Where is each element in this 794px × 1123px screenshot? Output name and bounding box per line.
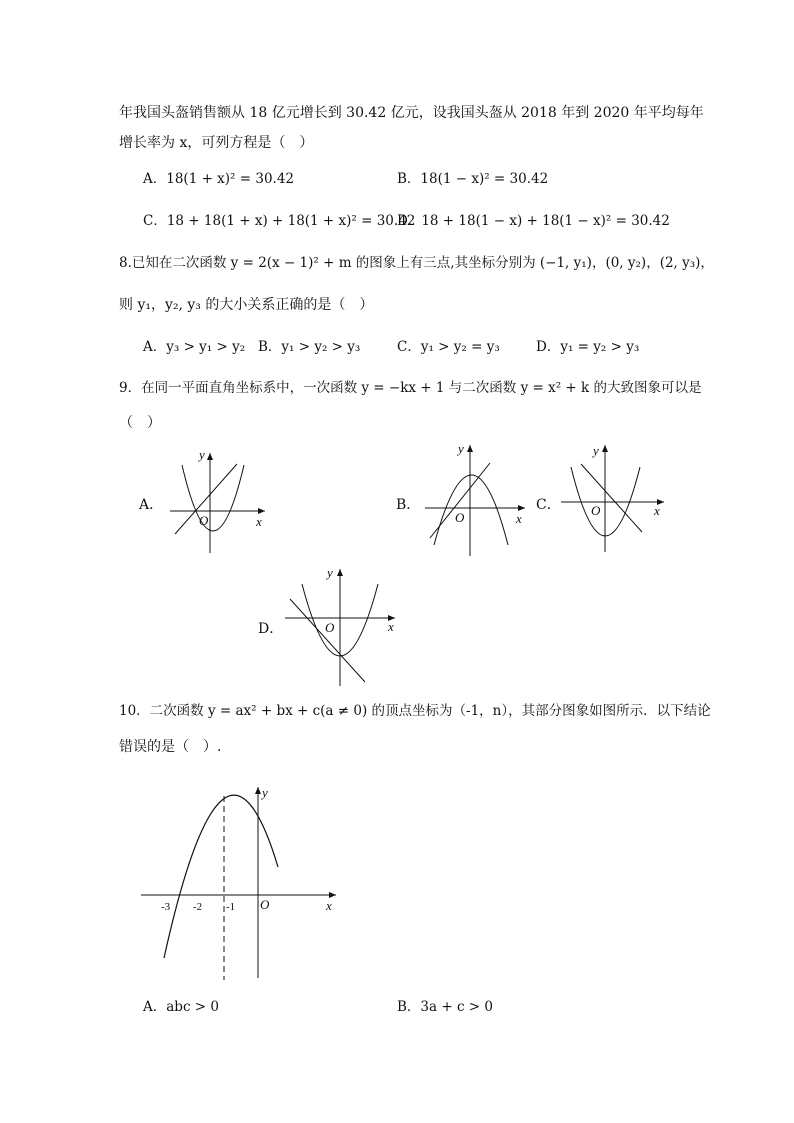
q9-label-d: D．	[258, 621, 284, 637]
q9-label-c: C．	[536, 497, 561, 513]
y-axis-label: y	[327, 565, 333, 580]
q7-option-a: A．18(1 + x)² = 30.42	[143, 171, 295, 187]
q10-option-b: B．3a + c > 0	[397, 999, 493, 1015]
q8-option-c: C．y₁ > y₂ = y₃	[397, 339, 500, 355]
q7-option-b: B．18(1 − x)² = 30.42	[397, 171, 549, 187]
q10-line2: 错误的是（ ）.	[119, 739, 222, 755]
origin-label: O	[455, 510, 465, 525]
y-axis-arrow	[467, 445, 473, 452]
parabola	[182, 465, 244, 531]
q8-option-b: B．y₁ > y₂ > y₃	[258, 339, 361, 355]
x-axis-label: x	[388, 619, 394, 634]
q9-label-a: A．	[139, 497, 164, 513]
origin-label: O	[325, 620, 335, 635]
q9-line1: 9．在同一平面直角坐标系中，一次函数 y = −kx + 1 与二次函数 y = x² + k 的大致图象可以是	[119, 380, 702, 396]
q7-line1: 年我国头盔销售额从 18 亿元增长到 30.42 亿元，设我国头盔从 2018 年到 2020 年平均每年	[119, 105, 704, 121]
q7-line2: 增长率为 x，可列方程是（ ）	[119, 135, 314, 151]
tick-label-neg3: -3	[161, 901, 171, 913]
q9-label-b: B．	[396, 497, 421, 513]
line	[430, 463, 490, 538]
origin-label: O	[260, 897, 270, 912]
origin-label: O	[591, 503, 601, 518]
q9-graph-a	[165, 448, 275, 558]
x-axis-label: x	[516, 511, 522, 526]
y-axis-label: y	[458, 441, 464, 456]
y-axis-arrow	[337, 569, 343, 576]
parabola	[434, 475, 508, 545]
q7-option-d: D．18 + 18(1 − x) + 18(1 − x)² = 30.42	[397, 213, 670, 229]
q8-line1: 8.已知在二次函数 y = 2(x − 1)² + m 的图象上有三点,其坐标分别为 (−1, y₁)，(0, y₂)，(2, y₃)，	[119, 255, 714, 271]
y-axis-label: y	[262, 785, 268, 800]
x-axis-label: x	[654, 503, 660, 518]
y-axis-label: y	[199, 447, 205, 462]
q9-graph-b	[420, 440, 535, 560]
y-axis-arrow	[255, 787, 261, 794]
origin-label: O	[199, 513, 209, 528]
q9-line2: （ ）	[119, 415, 161, 431]
x-axis-label: x	[326, 898, 332, 913]
line	[290, 599, 365, 682]
y-axis-label: y	[593, 443, 599, 458]
q7-option-c: C．18 + 18(1 + x) + 18(1 + x)² = 30.42	[143, 213, 416, 229]
tick-label-neg1: -1	[226, 901, 236, 913]
parabola	[164, 795, 278, 958]
q8-line2: 则 y₁，y₂, y₃ 的大小关系正确的是（ ）	[119, 297, 374, 313]
q10-option-a: A．abc > 0	[143, 999, 219, 1015]
q8-option-d: D．y₁ = y₂ > y₃	[536, 339, 640, 355]
y-axis-arrow	[207, 453, 213, 460]
q9-graph-c	[558, 440, 673, 555]
q10-graph	[138, 782, 348, 987]
q8-option-a: A．y₃ > y₁ > y₂	[143, 339, 246, 355]
tick-label-neg2: -2	[193, 901, 203, 913]
x-axis-label: x	[256, 514, 262, 529]
q10-line1: 10．二次函数 y = ax² + bx + c(a ≠ 0) 的顶点坐标为（-1，n），其部分图象如图所示．以下结论	[119, 703, 711, 719]
y-axis-arrow	[602, 445, 608, 452]
q9-graph-d	[282, 564, 402, 689]
